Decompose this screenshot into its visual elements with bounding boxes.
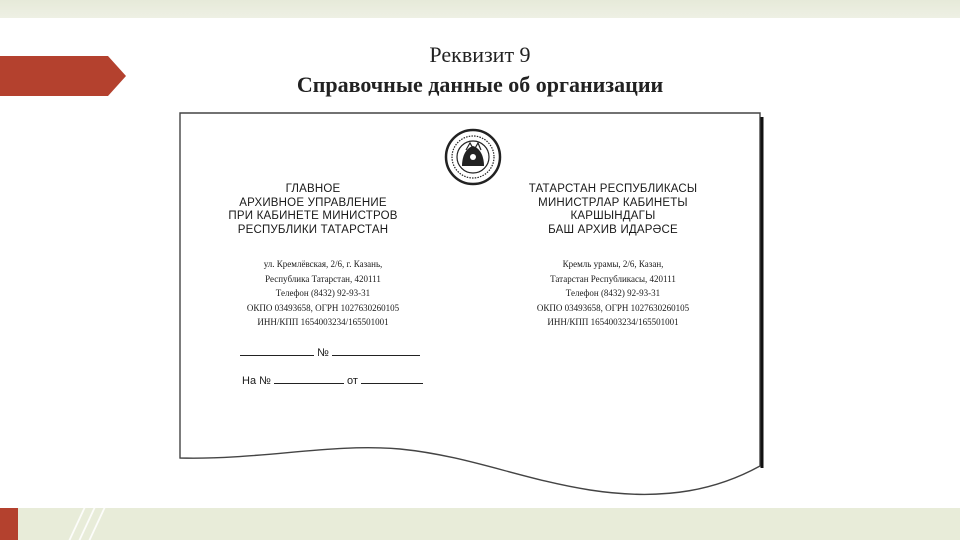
right-org-address: [517, 257, 709, 330]
left-org-line: ГЛАВНОЕ: [285, 183, 341, 195]
left-org-line: АРХИВНОЕ УПРАВЛЕНИЕ: [239, 196, 387, 209]
right-addr-line: Татарстан Республикасы, 420111: [550, 273, 676, 284]
bottom-decor-band: [0, 508, 960, 540]
bottom-accent-block: [0, 508, 18, 540]
reply-number-blank: [274, 372, 344, 384]
right-addr-line: ИНН/КПП 1654003234/165501001: [547, 317, 679, 327]
coat-of-arms-icon: [446, 130, 500, 184]
left-addr-line: Республика Татарстан, 420111: [265, 273, 381, 284]
left-org-line: РЕСПУБЛИКИ ТАТАРСТАН: [237, 223, 389, 236]
reg-number-field: [240, 344, 420, 359]
left-org-name: [228, 183, 398, 237]
left-addr-line: ул. Кремлёвская, 2/6, г. Казань,: [263, 259, 383, 269]
date-blank: [240, 344, 314, 356]
slide-title: Реквизит 9: [429, 42, 531, 67]
right-addr-line: ОКПО 03493658, ОГРН 1027630260105: [536, 302, 690, 313]
right-addr-line: Кремль урамы, 2/6, Казан,: [562, 259, 664, 269]
right-org-line: КАРШЫНДАГЫ: [570, 210, 656, 222]
left-addr-line: ОКПО 03493658, ОГРН 1027630260105: [246, 302, 400, 313]
number-sign: №: [317, 347, 329, 359]
right-org-line: ТАТАРСТАН РЕСПУБЛИКАСЫ: [528, 183, 698, 195]
right-org-name: [520, 183, 706, 237]
right-addr-line: Телефон (8432) 92-93-31: [565, 288, 661, 298]
right-org-line: МИНИСТРЛАР КАБИНЕТЫ: [538, 196, 688, 209]
reply-to-label: На №: [242, 375, 271, 387]
slide-subtitle: Справочные данные об организации: [296, 72, 664, 97]
number-blank: [332, 344, 420, 356]
left-addr-line: ИНН/КПП 1654003234/165501001: [257, 317, 389, 327]
reply-to-field: [242, 372, 423, 387]
date-from-label: от: [347, 375, 358, 387]
left-addr-line: Телефон (8432) 92-93-31: [275, 288, 371, 298]
right-org-line: БАШ АРХИВ ИДАРӘСЕ: [548, 223, 678, 236]
left-org-line: ПРИ КАБИНЕТЕ МИНИСТРОВ: [228, 210, 398, 222]
left-org-address: [228, 257, 418, 330]
reply-date-blank: [361, 372, 423, 384]
